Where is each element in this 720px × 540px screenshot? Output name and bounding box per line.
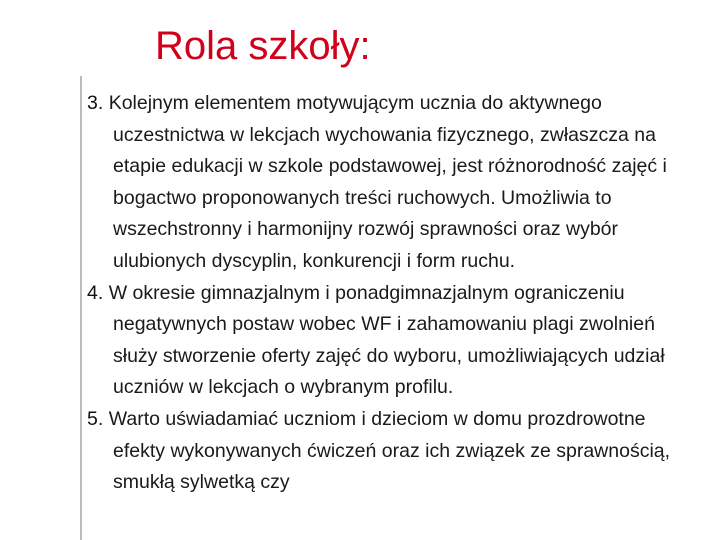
slide-body xyxy=(87,88,697,499)
item-text: . Kolejnym elementem motywującym ucznia do aktywnego uczestnictwa w lekcjach wychowania fizycznego, zwłaszcza na etapie edukacji w szkole podstawowej, jest różnorodność zajęć i bogactwo proponowanych treści ruchowych. Umożliwia to wszechstronny i harmonijny rozwój sprawności oraz wybór ulubionych dyscyplin, konkurencji i form ruchu. xyxy=(97,92,667,272)
item-text: . Warto uświadamiać uczniom i dzieciom w domu prozdrowotne efekty wykonywanych ćwiczeń oraz ich związek ze sprawnością, smukłą sylwetką czy xyxy=(97,407,671,494)
list-item-5 xyxy=(87,404,697,499)
item-number: 5 xyxy=(87,407,98,430)
item-number: 3 xyxy=(87,92,98,114)
left-divider-line xyxy=(80,76,82,540)
item-text: . W okresie gimnazjalnym i ponadgimnazjalnym ograniczeniu negatywnych postaw wobec WF i zahamowaniu plagi zwolnień służy stworzenie oferty zajęć do wyboru, umożliwiających udział uczniów w lekcjach o wybranym profilu. xyxy=(97,281,665,399)
item-number: 4 xyxy=(87,281,98,304)
list-item-3 xyxy=(87,88,697,278)
slide-title: Rola szkoły: xyxy=(155,24,371,68)
list-item-4 xyxy=(87,278,697,404)
